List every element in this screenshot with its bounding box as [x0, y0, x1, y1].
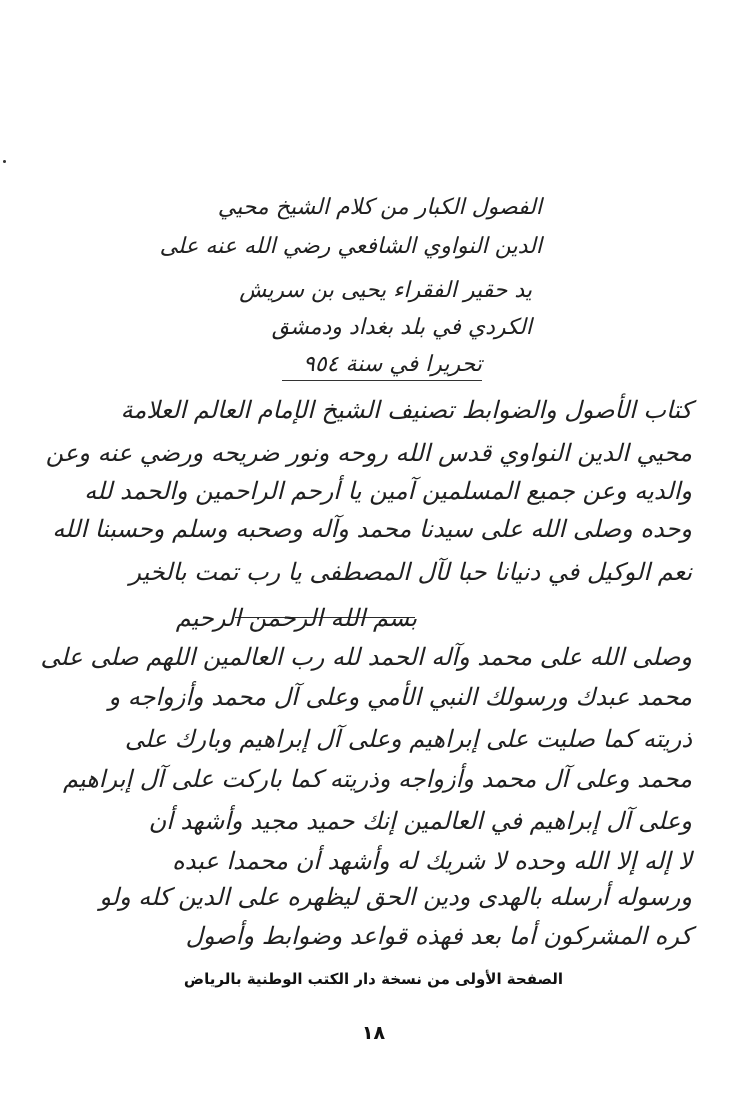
manuscript-body-line: نعم الوكيل في دنيانا حبا لآل المصطفى يا رب تمت بالخير [129, 558, 692, 586]
manuscript-body-line: والديه وعن جميع المسلمين آمين يا أرحم الراحمين والحمد لله [84, 477, 692, 505]
manuscript-body-line: وحده وصلى الله على سيدنا محمد وآله وصحبه وسلم وحسبنا الله [52, 515, 692, 543]
manuscript-title-line: الكردي في بلد بغداد ودمشق [271, 315, 532, 340]
manuscript-title-line: الدين النواوي الشافعي رضي الله عنه على [159, 234, 542, 259]
manuscript-body-line: ذريته كما صليت على إبراهيم وعلى آل إبراهيم وبارك على [124, 725, 692, 753]
manuscript-basmala: بسم الله الرحمن الرحيم [175, 604, 417, 632]
manuscript-body-line: كره المشركون أما بعد فهذه قواعد وضوابط وأصول [185, 922, 692, 950]
manuscript-body-line: كتاب الأصول والضوابط تصنيف الشيخ الإمام العالم العلامة [120, 396, 692, 424]
manuscript-body-line: محمد عبدك ورسولك النبي الأمي وعلى آل محمد وأزواجه و [108, 683, 692, 711]
manuscript-body-line: ورسوله أرسله بالهدى ودين الحق ليظهره على الدين كله ولو [99, 883, 692, 911]
manuscript-body-line: وعلى آل إبراهيم في العالمين إنك حميد مجيد وأشهد أن [148, 807, 692, 835]
manuscript-title-line: الفصول الكبار من كلام الشيخ محيي [217, 195, 542, 220]
manuscript-body-line: لا إله إلا الله وحده لا شريك له وأشهد أن محمدا عبده [172, 847, 692, 875]
manuscript-body-line: وصلى الله على محمد وآله الحمد لله رب العالمين اللهم صلى على [40, 643, 692, 671]
manuscript-title-line: يد حقير الفقراء يحيى بن سريش [239, 278, 532, 303]
page-number: ١٨ [361, 1022, 386, 1044]
manuscript-body-line: محمد وعلى آل محمد وأزواجه وذريته كما باركت على آل إبراهيم [62, 765, 692, 793]
manuscript-title-line: تحريرا في سنة ٩٥٤ [282, 350, 482, 381]
manuscript-body-line: محيي الدين النواوي قدس الله روحه ونور ضريحه ورضي عنه وعن [45, 439, 692, 467]
figure-caption: الصفحة الأولى من نسخة دار الكتب الوطنية بالرياض [183, 970, 564, 988]
